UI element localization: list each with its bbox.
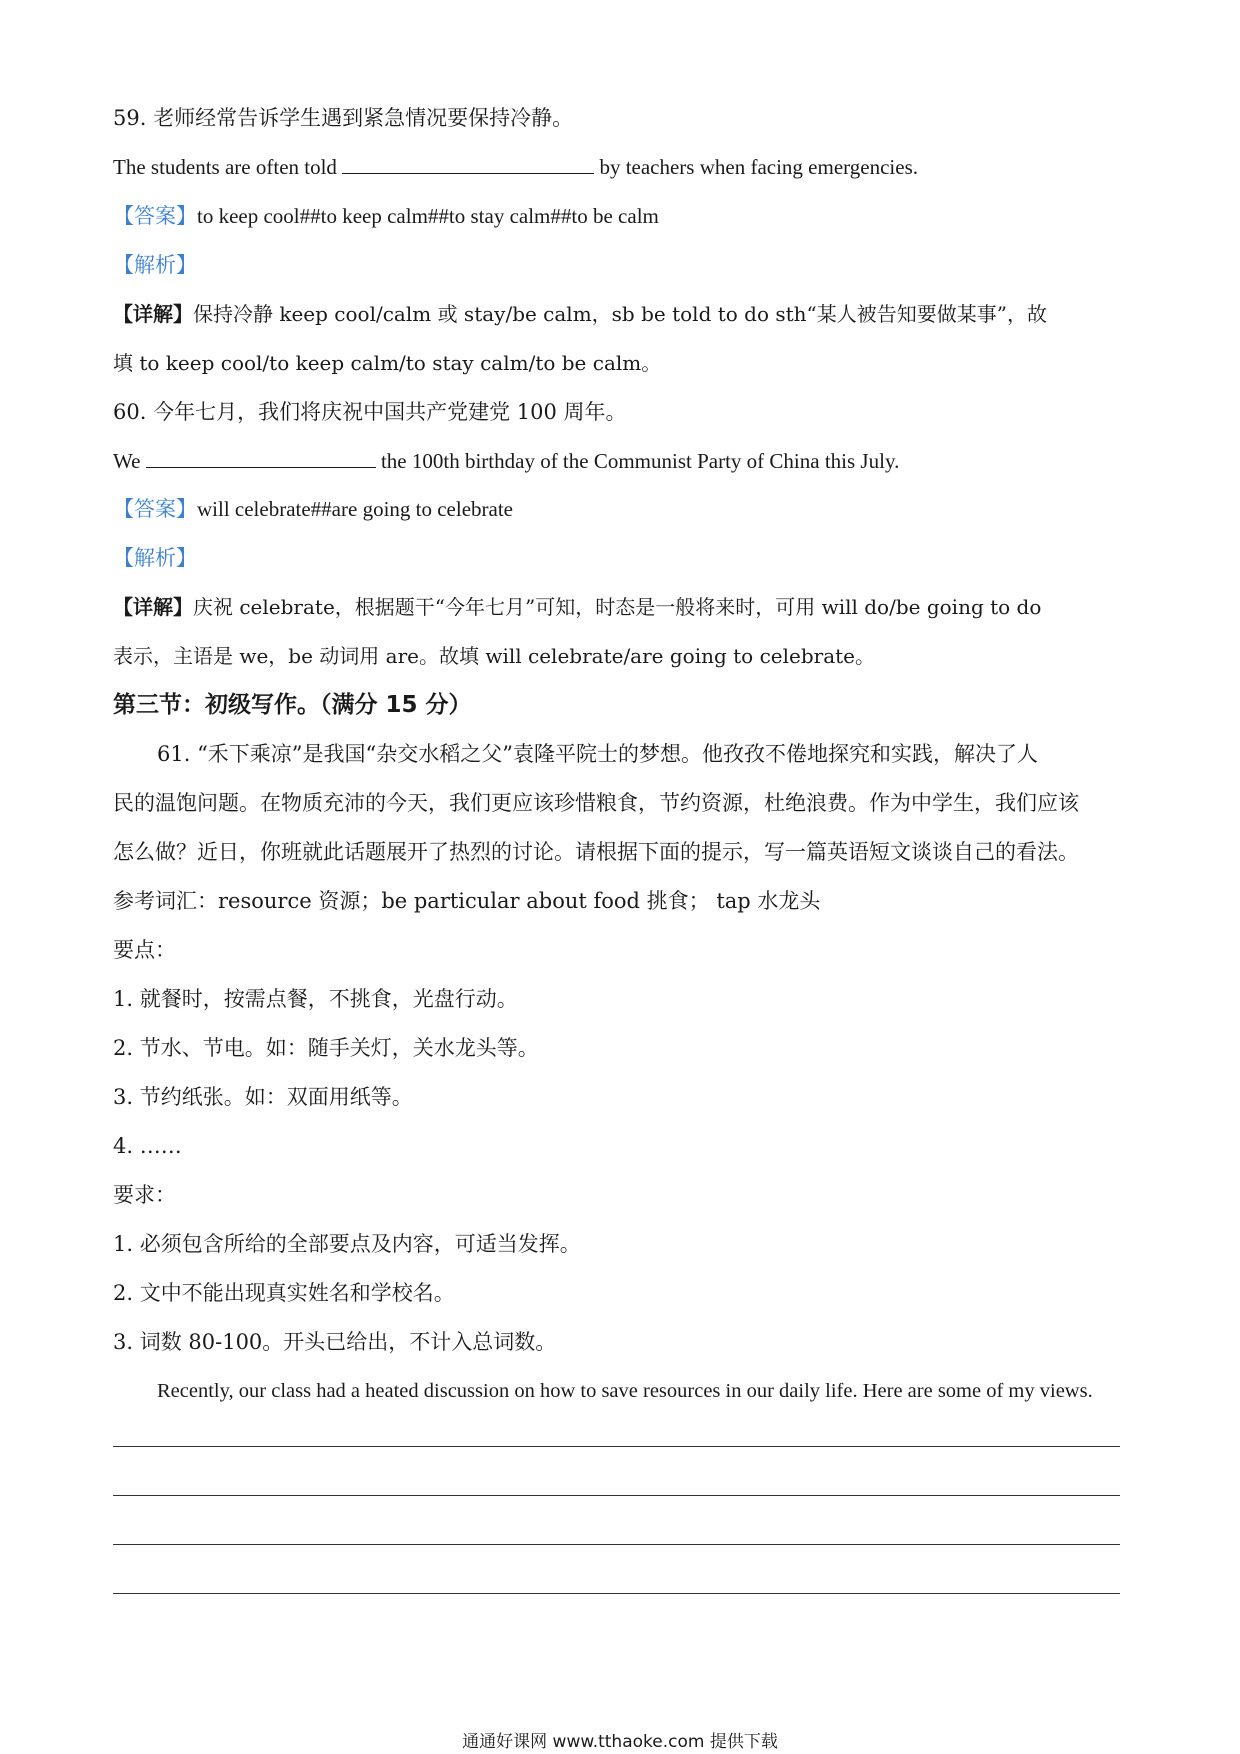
answer-tag: 【答案】 xyxy=(113,497,197,521)
writing-line[interactable] xyxy=(113,1544,1120,1545)
q59-answer-blank[interactable] xyxy=(342,153,594,174)
q61-requirements-label: 要求： xyxy=(113,1183,176,1207)
analysis-tag: 【解析】 xyxy=(113,253,197,277)
answer-tag: 【答案】 xyxy=(113,204,197,228)
q59-analysis xyxy=(113,251,197,279)
q60-answer-text: will celebrate##are going to celebrate xyxy=(197,497,514,521)
q61-requirement: 3. 词数 80-100。开头已给出，不计入总词数。 xyxy=(113,1330,557,1354)
detail-tag: 【详解】 xyxy=(113,302,193,326)
q61-point: 4. …… xyxy=(113,1134,182,1158)
q59-sentence-before: The students are often told xyxy=(113,155,343,179)
q61-points-label: 要点： xyxy=(113,938,176,962)
q59-answer-text: to keep cool##to keep calm##to stay calm##to be calm xyxy=(197,204,659,228)
q60-detail-line2: 表示，主语是 we，be 动词用 are。故填 will celebrate/are going to celebrate。 xyxy=(113,644,876,668)
q59-sentence xyxy=(113,153,918,181)
q61-text-line1: 61. “禾下乘凉”是我国“杂交水稻之父”袁隆平院士的梦想。他孜孜不倦地探究和实践，解决了人 xyxy=(157,742,1039,766)
q60-analysis xyxy=(113,544,197,572)
q60-detail-line1 xyxy=(113,593,1041,621)
section-title: 第三节：初级写作。（满分 15 分） xyxy=(113,692,472,718)
analysis-tag: 【解析】 xyxy=(113,546,197,570)
q61-point: 2. 节水、节电。如：随手关灯，关水龙头等。 xyxy=(113,1036,539,1060)
q59-detail-line2: 填 to keep cool/to keep calm/to stay calm/to be calm。 xyxy=(113,351,662,375)
q61-text-line3: 怎么做？近日，你班就此话题展开了热烈的讨论。请根据下面的提示，写一篇英语短文谈谈自己的看法。 xyxy=(113,840,1079,864)
q61-requirement: 1. 必须包含所给的全部要点及内容，可适当发挥。 xyxy=(113,1232,581,1256)
q60-prompt: 60. 今年七月，我们将庆祝中国共产党建党 100 周年。 xyxy=(113,400,627,424)
q61-opening: Recently, our class had a heated discussion on how to save resources in our daily life. Here are some of my views. xyxy=(157,1380,1093,1402)
q61-requirement: 2. 文中不能出现真实姓名和学校名。 xyxy=(113,1281,455,1305)
q61-point: 3. 节约纸张。如：双面用纸等。 xyxy=(113,1085,413,1109)
q61-text-line2: 民的温饱问题。在物质充沛的今天，我们更应该珍惜粮食，节约资源，杜绝浪费。作为中学生，我们应该 xyxy=(113,791,1079,815)
writing-line[interactable] xyxy=(113,1593,1120,1594)
writing-line[interactable] xyxy=(113,1446,1120,1447)
q60-answer-blank[interactable] xyxy=(146,447,376,468)
q59-prompt: 59. 老师经常告诉学生遇到紧急情况要保持冷静。 xyxy=(113,106,574,130)
q60-sentence-after: the 100th birthday of the Communist Party of China this July. xyxy=(375,449,900,473)
detail-tag: 【详解】 xyxy=(113,595,193,619)
q61-point: 1. 就餐时，按需点餐，不挑食，光盘行动。 xyxy=(113,987,518,1011)
q60-sentence xyxy=(113,447,899,475)
q61-vocab: 参考词汇：resource 资源；be particular about food 挑食； tap 水龙头 xyxy=(113,889,821,913)
q59-detail-line1 xyxy=(113,300,1047,328)
q59-answer xyxy=(113,202,659,230)
writing-line[interactable] xyxy=(113,1495,1120,1496)
page-footer: 通通好课网 www.tthaoke.com 提供下载 xyxy=(462,1732,778,1752)
q60-sentence-before: We xyxy=(113,449,146,473)
q60-detail-text1: 庆祝 celebrate，根据题干“今年七月”可知，时态是一般将来时，可用 will do/be going to do xyxy=(193,595,1042,619)
q59-detail-text1: 保持冷静 keep cool/calm 或 stay/be calm，sb be told to do sth“某人被告知要做某事”，故 xyxy=(193,302,1047,326)
q60-answer xyxy=(113,495,513,523)
q59-sentence-after: by teachers when facing emergencies. xyxy=(594,155,918,179)
